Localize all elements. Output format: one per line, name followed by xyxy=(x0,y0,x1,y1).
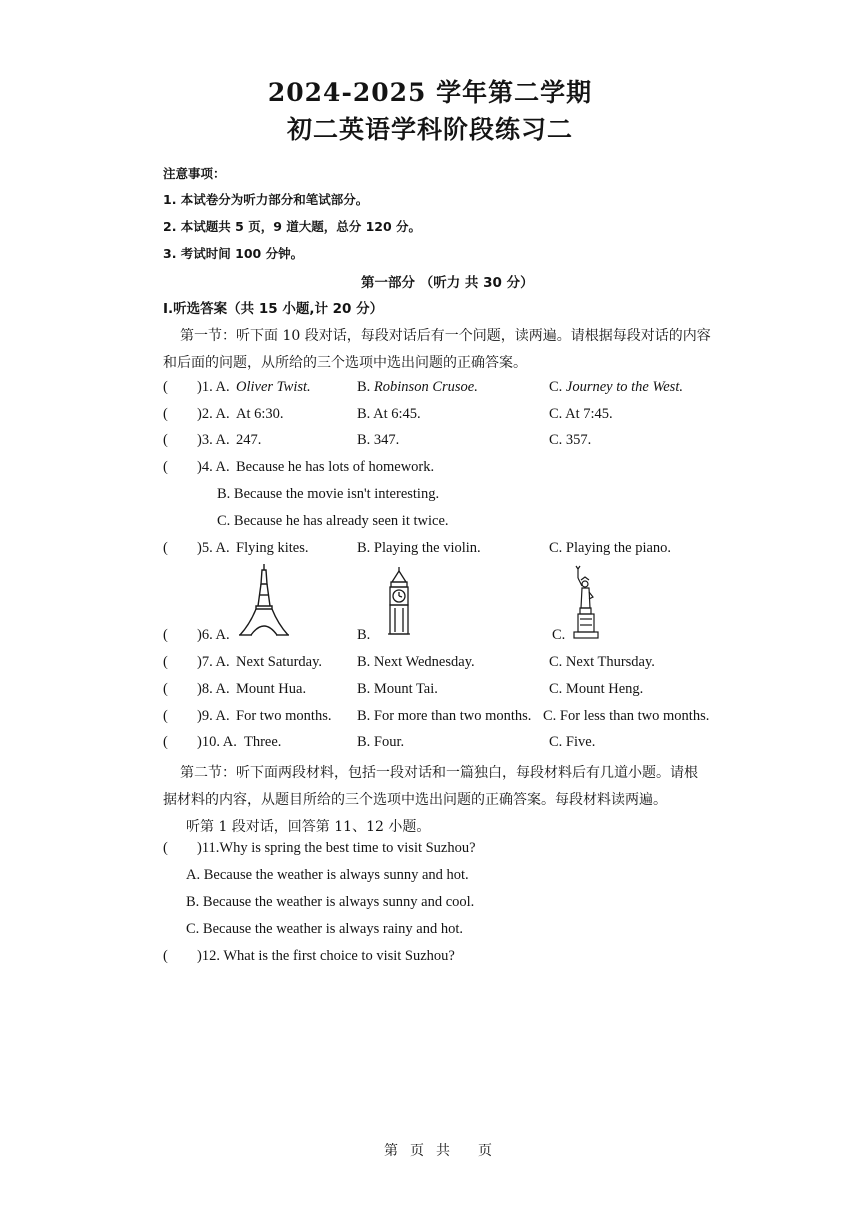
question-number: )4. A. xyxy=(197,459,230,475)
statue-of-liberty-icon xyxy=(568,564,604,640)
option-a: Mount Hua. xyxy=(236,681,307,697)
big-ben-icon xyxy=(386,566,412,636)
part1-heading: 第一部分 （听力 共 30 分） xyxy=(361,275,534,291)
page-footer: 第 页 共 页 xyxy=(384,1143,492,1159)
answer-paren: ( xyxy=(163,948,168,964)
dialogue-1-instruction: 听第 1 段对话，回答第 11、12 小题。 xyxy=(186,819,431,835)
option-b: B. Next Wednesday. xyxy=(357,654,475,670)
answer-paren: ( xyxy=(163,432,168,448)
option-b: B. Four. xyxy=(357,734,405,750)
option-c: C. For less than two months. xyxy=(543,708,710,724)
answer-paren: ( xyxy=(163,406,168,422)
notes-heading: 注意事项： xyxy=(163,166,226,181)
option-a: A. Because the weather is always sunny and hot. xyxy=(186,867,469,883)
option-c: C. Five. xyxy=(549,734,596,750)
answer-paren: ( xyxy=(163,459,168,475)
option-c: C. Next Thursday. xyxy=(549,654,655,670)
question-number: )7. A. xyxy=(197,654,230,670)
question-number: )6. A. xyxy=(197,627,230,643)
question-number: )2. A. xyxy=(197,406,230,422)
option-b: B. Because the movie isn't interesting. xyxy=(217,486,440,502)
section-title: Ⅰ.听选答案（共 15 小题,计 20 分） xyxy=(163,301,384,317)
answer-paren: ( xyxy=(163,379,168,395)
section1-intro-line2: 和后面的问题，从所给的三个选项中选出问题的正确答案。 xyxy=(163,355,527,371)
option-c: C. 357. xyxy=(549,432,592,448)
eiffel-tower-icon xyxy=(238,562,290,638)
note-item-1: 1. 本试卷分为听力部分和笔试部分。 xyxy=(163,192,369,207)
answer-paren: ( xyxy=(163,654,168,670)
question-12: )12. What is the first choice to visit Suzhou? xyxy=(197,948,455,964)
option-a: Next Saturday. xyxy=(236,654,323,670)
question-number: )3. A. xyxy=(197,432,230,448)
option-c: C. xyxy=(552,627,566,643)
option-c: C. At 7:45. xyxy=(549,406,613,422)
answer-paren: ( xyxy=(163,681,168,697)
option-b: B. xyxy=(357,627,371,643)
section2-intro-line1: 第二节：听下面两段材料，包括一段对话和一篇独白，每段材料后有几道小题。请根 xyxy=(180,765,698,781)
option-b: B. 347. xyxy=(357,432,400,448)
option-c: C. Mount Heng. xyxy=(549,681,644,697)
option-b: B. Playing the violin. xyxy=(357,540,481,556)
question-number: )8. A. xyxy=(197,681,230,697)
option-c: C. Playing the piano. xyxy=(549,540,672,556)
answer-paren: ( xyxy=(163,734,168,750)
title-line1: 2024-2025 学年第二学期 xyxy=(267,78,593,107)
option-b: B. Robinson Crusoe. xyxy=(357,379,478,395)
answer-paren: ( xyxy=(163,708,168,724)
option-b: B. Mount Tai. xyxy=(357,681,438,697)
option-a: Because he has lots of homework. xyxy=(236,459,435,475)
answer-paren: ( xyxy=(163,840,168,856)
option-b: B. Because the weather is always sunny and cool. xyxy=(186,894,475,910)
answer-paren: ( xyxy=(163,540,168,556)
note-item-2: 2. 本试题共 5 页，9 道大题，总分 120 分。 xyxy=(163,219,422,234)
option-b: B. At 6:45. xyxy=(357,406,421,422)
option-a: Three. xyxy=(244,734,282,750)
question-number: )5. A. xyxy=(197,540,230,556)
option-a: Flying kites. xyxy=(236,540,309,556)
option-a: For two months. xyxy=(236,708,332,724)
section1-intro-line1: 第一节：听下面 10 段对话，每段对话后有一个问题，读两遍。请根据每段对话的内容 xyxy=(180,328,711,344)
option-a: 247. xyxy=(236,432,262,448)
option-c: C. Journey to the West. xyxy=(549,379,683,395)
section2-intro-line2: 据材料的内容，从题目所给的三个选项中选出问题的正确答案。每段材料读两遍。 xyxy=(163,792,667,808)
question-number: )1. A. xyxy=(197,379,230,395)
title-line2: 初二英语学科阶段练习二 xyxy=(286,115,573,144)
answer-paren: ( xyxy=(163,627,168,643)
option-c: C. Because he has already seen it twice. xyxy=(217,513,449,529)
question-11: )11.Why is spring the best time to visit Suzhou? xyxy=(197,840,476,856)
option-a: At 6:30. xyxy=(236,406,284,422)
question-number: )9. A. xyxy=(197,708,230,724)
question-number: )10. A. xyxy=(197,734,237,750)
option-b: B. For more than two months. xyxy=(357,708,532,724)
note-item-3: 3. 考试时间 100 分钟。 xyxy=(163,246,304,261)
option-a: Oliver Twist. xyxy=(236,379,311,395)
option-c: C. Because the weather is always rainy and hot. xyxy=(186,921,464,937)
